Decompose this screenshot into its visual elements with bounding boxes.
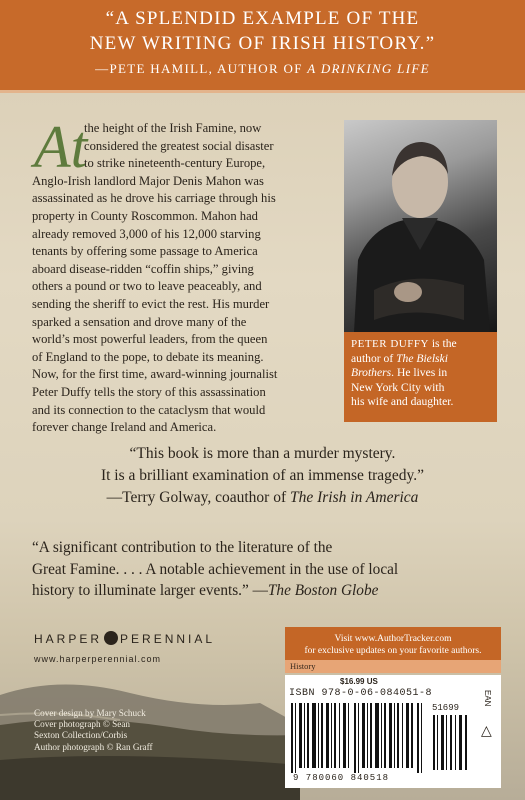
barcode-box — [285, 675, 501, 788]
synopsis — [32, 120, 335, 437]
review-quote-golway — [0, 443, 525, 509]
synopsis-line: assassinated as he drove his carriage through his — [32, 191, 276, 206]
author-name: PETER DUFFY — [351, 338, 429, 350]
quote-attribution — [0, 487, 525, 509]
synopsis-line: sparked a sensation and drove many of the — [32, 314, 247, 329]
quote-text: history to illuminate larger events.” — — [32, 582, 268, 599]
tracker-line2: for exclusive updates on your favorite authors. — [304, 646, 482, 656]
addon-barcode — [432, 715, 472, 770]
synopsis-line: and its connection to the cataclysm that would — [32, 402, 266, 417]
publisher-logo — [34, 631, 215, 646]
barcode-number: 9 780060 840518 — [293, 773, 390, 783]
author-bio — [344, 332, 497, 422]
category-label: History — [285, 660, 501, 673]
bio-line — [351, 366, 490, 381]
synopsis-line: already removed 3,000 of his 12,000 starving — [32, 226, 261, 241]
tracker-line1: Visit www.AuthorTracker.com — [334, 634, 452, 644]
publisher-url: www.harperperennial.com — [34, 654, 162, 664]
price: $16.99 US — [340, 677, 378, 686]
synopsis-line: Anglo-Irish landlord Major Denis Mahon was — [32, 173, 264, 188]
bio-line: his wife and daughter. — [351, 395, 454, 409]
publisher-name-left: HARPER — [34, 632, 103, 646]
synopsis-line: world’s most powerful leaders, from the queen — [32, 332, 268, 347]
synopsis-line: aboard disease-ridden “coffin ships,” giving — [32, 261, 254, 276]
quote-line — [32, 580, 502, 602]
isbn-barcode — [289, 703, 429, 773]
banner-attribution-title: A DRINKING LIFE — [307, 61, 430, 76]
credit-line: Author photograph © Ran Graff — [34, 741, 153, 752]
review-quote-globe — [32, 537, 502, 602]
author-tracker-box — [285, 627, 501, 664]
recycle-triangle-icon: △ — [481, 724, 492, 739]
bio-text: author of — [351, 351, 397, 365]
isbn: ISBN 978-0-06-084051-8 — [289, 688, 433, 699]
bio-book-title: The Bielski — [396, 351, 448, 365]
quote-line: It is a brilliant examination of an immense tragedy.” — [100, 467, 425, 484]
bio-line: New York City with — [351, 380, 445, 394]
banner-attribution — [0, 61, 525, 77]
synopsis-line: considered the greatest social disaster — [84, 138, 274, 153]
bio-line — [351, 352, 490, 367]
banner-quote-line1: “A SPLENDID EXAMPLE OF THE — [105, 8, 420, 29]
publisher-logo-icon — [104, 631, 118, 645]
cover-credits — [34, 708, 153, 753]
author-photo — [344, 120, 497, 332]
quote-line: “This book is more than a murder mystery. — [129, 445, 396, 462]
bio-text: is the — [428, 337, 457, 350]
synopsis-line: to strike nineteenth-century Europe, — [84, 156, 266, 171]
quote-source: The Boston Globe — [267, 582, 379, 599]
ean-label: EAN — [483, 690, 492, 707]
synopsis-line: forever change Ireland and America. — [32, 420, 217, 435]
price-addon-number: 51699 — [432, 703, 460, 713]
banner-quote-line2: NEW WRITING OF IRISH HISTORY.” — [89, 33, 436, 54]
synopsis-line: tenants by offering some passage to America — [32, 244, 258, 259]
bio-text: . He lives in — [391, 366, 448, 380]
bio-line — [351, 337, 490, 352]
synopsis-line: others a pound or two to leave peaceably, and — [32, 279, 262, 294]
quote-line: “A significant contribution to the literature of the — [32, 539, 333, 556]
drop-cap: At — [34, 114, 88, 180]
synopsis-line: the height of the Irish Famine, now — [84, 121, 262, 135]
quote-attribution-prefix: —Terry Golway, coauthor of — [106, 489, 290, 506]
credit-line: Sexton Collection/Corbis — [34, 730, 128, 741]
synopsis-line: Now, for the first time, award-winning journalist — [32, 367, 278, 382]
quote-line: Great Famine. . . . A notable achievement in the use of local — [32, 560, 399, 578]
synopsis-line: Peter Duffy tells the story of this assassination — [32, 384, 266, 399]
bio-book-title: Brothers — [351, 366, 392, 380]
top-quote-banner — [0, 0, 525, 93]
banner-attribution-prefix: —PETE HAMILL, AUTHOR OF — [95, 61, 308, 76]
credit-line: Cover design by Mary Schuck — [34, 708, 146, 718]
author-photo-illustration — [344, 120, 497, 332]
synopsis-line: sending the sheriff to evict the rest. His murder — [32, 296, 270, 311]
publisher-name-right: PERENNIAL — [120, 632, 216, 646]
synopsis-line: property in County Roscommon. Mahon had — [32, 208, 258, 223]
credit-line: Cover photograph © Sean — [34, 719, 131, 730]
quote-attribution-title: The Irish in America — [289, 489, 419, 506]
synopsis-line: of England to the pope, to debate its meaning. — [32, 349, 264, 364]
